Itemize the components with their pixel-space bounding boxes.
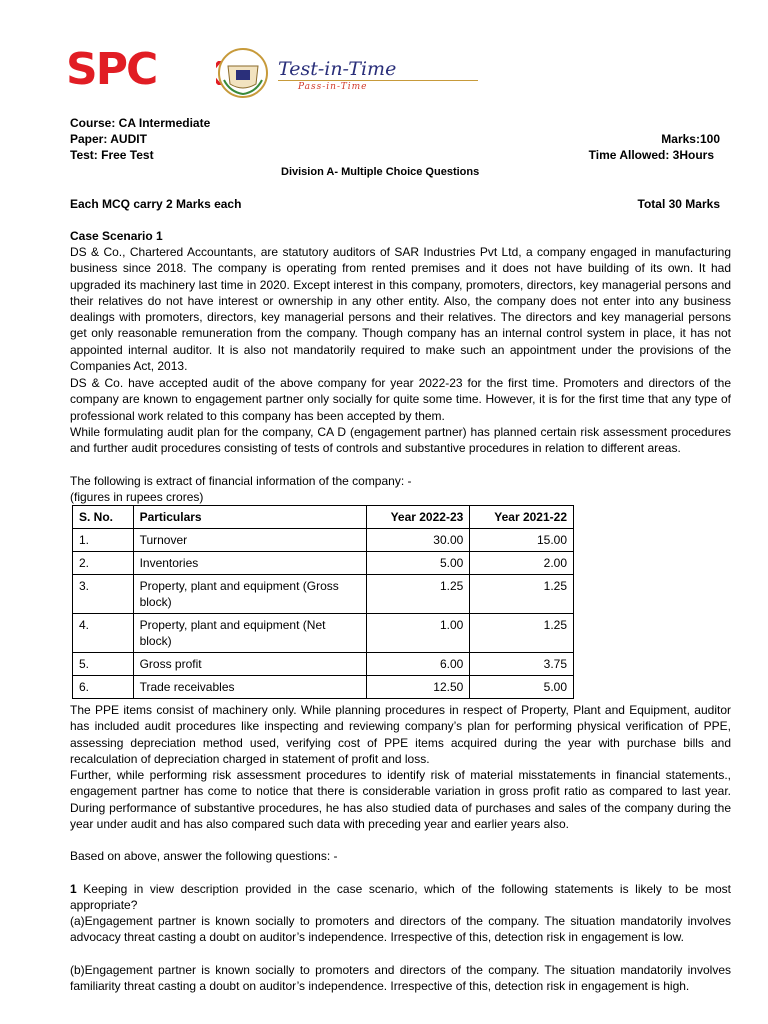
cell-sno: 5. — [73, 653, 134, 676]
total-marks: Total 30 Marks — [637, 197, 720, 211]
table-row — [73, 653, 574, 676]
paper-label: Paper: AUDIT — [70, 132, 147, 146]
financial-table — [72, 505, 574, 699]
cell-sno: 3. — [73, 575, 134, 614]
instruction-paragraph: Based on above, answer the following questions: - — [70, 849, 338, 863]
cell-y1: 30.00 — [366, 529, 470, 552]
cell-sno: 4. — [73, 614, 134, 653]
cell-particular: Property, plant and equipment (Gross block) — [133, 575, 366, 614]
cell-y1: 1.25 — [366, 575, 470, 614]
cell-y2: 3.75 — [470, 653, 574, 676]
cell-particular: Trade receivables — [133, 676, 366, 699]
case-paragraph-3: While formulating audit plan for the company, CA D (engagement partner) has planned certain risk assessment procedures and further audit procedures consisting of tests of controls and substantive procedures in relation to different areas. — [70, 425, 731, 456]
case-paragraph-4: The following is extract of financial information of the company: - — [70, 474, 412, 488]
test-label: Test: Free Test — [70, 148, 154, 162]
table-row — [73, 676, 574, 699]
option-a: (a)Engagement partner is known socially to promoters and directors of the company. The situation mandatorily involves advocacy threat casting a doubt on auditor’s independence. Irrespective of this, detection risk in engagement is low. — [70, 914, 731, 945]
cell-y1: 1.00 — [366, 614, 470, 653]
cell-particular: Gross profit — [133, 653, 366, 676]
case-title: Case Scenario 1 — [70, 229, 163, 243]
col-particulars: Particulars — [133, 506, 366, 529]
question-number: 1 — [70, 882, 77, 896]
cell-y1: 12.50 — [366, 676, 470, 699]
cell-y1: 5.00 — [366, 552, 470, 575]
table-header-row — [73, 506, 574, 529]
cell-y2: 1.25 — [470, 575, 574, 614]
figures-note: (figures in rupees crores) — [70, 490, 204, 504]
cell-y2: 2.00 — [470, 552, 574, 575]
table-row — [73, 552, 574, 575]
cell-sno: 2. — [73, 552, 134, 575]
logo-tagline: Pass-in-Time — [298, 82, 368, 92]
cell-sno: 1. — [73, 529, 134, 552]
cell-particular: Turnover — [133, 529, 366, 552]
cell-particular: Property, plant and equipment (Net block) — [133, 614, 366, 653]
col-sno: S. No. — [73, 506, 134, 529]
case-paragraph-1: DS & Co., Chartered Accountants, are statutory auditors of SAR Industries Pvt Ltd, a company engaged in manufacturing business since 2018. The company is operating from rented premises and it does not have building of its own. It had upgraded its machinery last time in 2020. Except interest in this company, promoters, directors, key managerial persons and their relatives do not have interest or ownership in any other entity. Also, the company does not enter into any business dealings with promoters, directors, key managerial persons and their relatives. The directors and key managerial persons get only reasonable remuneration from the company. Though company has an internal control system in place, it has not appointed internal auditor. It is also not mandatorily required to make such an appointment under the provisions of the Companies Act, 2013. — [70, 245, 731, 374]
logo-name: Test-in-Time — [278, 58, 397, 80]
marks-label: Marks:100 — [661, 132, 720, 146]
ppe-paragraph: The PPE items consist of machinery only. While planning procedures in respect of Property, Plant and Equipment, auditor has included audit procedures like inspecting and reviewing company’s plan for performing physical verification of PPE, assessing depreciation method used, verifying cost of PPE items acquired during the year with purchase bills and recalculation of depreciation charged in statement of profit and loss. — [70, 703, 731, 766]
col-year-2022-23: Year 2022-23 — [366, 506, 470, 529]
course-label: Course: CA Intermediate — [70, 116, 211, 130]
division-heading: Division A- Multiple Choice Questions — [281, 166, 480, 178]
logo-brand: SPC — [66, 44, 157, 95]
cell-particular: Inventories — [133, 552, 366, 575]
case-paragraph-2: DS & Co. have accepted audit of the above company for year 2022-23 for the first time. Promoters and directors of the company are known to engagement partner only socially for quite some time. However, it is for the first time that any type of professional work related to this company has been accepted by them. — [70, 376, 731, 423]
logo-divider — [278, 80, 478, 81]
time-label: Time Allowed: 3Hours — [588, 148, 714, 162]
cell-y2: 5.00 — [470, 676, 574, 699]
cell-y2: 15.00 — [470, 529, 574, 552]
cell-sno: 6. — [73, 676, 134, 699]
logo — [66, 42, 426, 102]
mcq-note: Each MCQ carry 2 Marks each — [70, 197, 242, 211]
option-b: (b)Engagement partner is known socially to promoters and directors of the company. The situation mandatorily involves familiarity threat casting a doubt on auditor’s independence. Irrespective of this, detection risk in engagement is high. — [70, 963, 731, 994]
table-row — [73, 529, 574, 552]
question-text: Keeping in view description provided in the case scenario, which of the following statements is likely to be most appropriate? — [70, 882, 731, 913]
col-year-2021-22: Year 2021-22 — [470, 506, 574, 529]
table-row — [73, 575, 574, 614]
cell-y2: 1.25 — [470, 614, 574, 653]
table-row — [73, 614, 574, 653]
risk-paragraph: Further, while performing risk assessment procedures to identify risk of material misstatements in financial statements., engagement partner has come to notice that there is considerable variation in gross profit ratio as compared to last year. During performance of substantive procedures, he has also studied data of purchases and sales of the company during the year under audit and has also compared such data with preceding year and earlier years also. — [70, 768, 731, 831]
question-1 — [70, 881, 731, 914]
cell-y1: 6.00 — [366, 653, 470, 676]
seal-icon — [216, 46, 270, 100]
